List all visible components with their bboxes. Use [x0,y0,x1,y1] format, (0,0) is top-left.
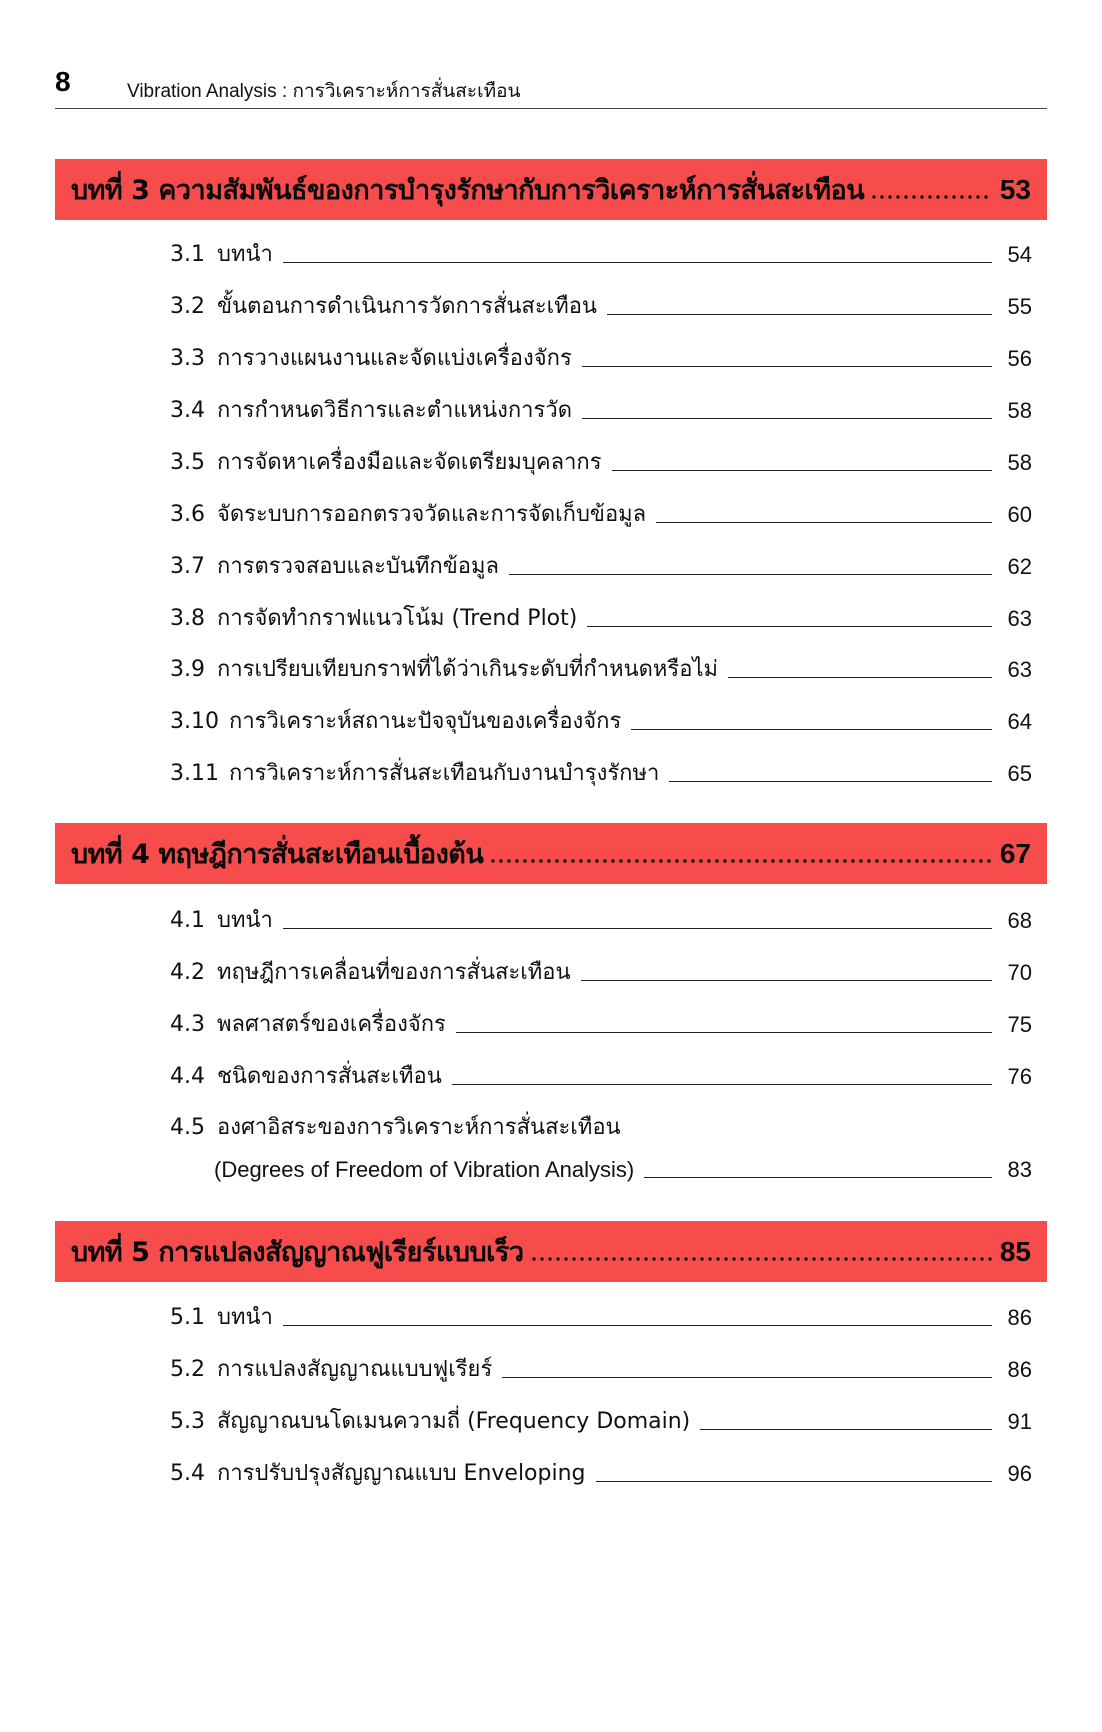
toc-entry[interactable] [170,594,1032,634]
entry-page: 83 [1007,1157,1032,1182]
toc-entry[interactable] [170,749,1032,789]
entry-number: 3.5 [170,450,205,475]
entry-number: 3.11 [170,761,219,786]
entry-page: 54 [1007,242,1032,267]
leader-line [656,521,992,523]
entry-number: 5.1 [170,1305,205,1330]
entry-page: 65 [1007,761,1032,786]
page-header [55,62,1047,109]
entry-number: 3.9 [170,657,205,682]
entry-number: 3.6 [170,502,205,527]
chapter-page: 67 [999,837,1031,869]
chapter-page: 85 [999,1235,1031,1267]
entry-title: บทนำ [217,242,273,267]
dot-leader [870,194,992,200]
page-number: 8 [55,66,71,97]
entry-number: 3.10 [170,709,219,734]
leader-line [631,728,992,730]
chapter-3-heading[interactable] [55,159,1047,220]
entry-continuation: (Degrees of Freedom of Vibration Analysis) [214,1157,635,1182]
entry-title: การวิเคราะห์สถานะปัจจุบันของเครื่องจักร [229,709,622,734]
entry-number: 3.3 [170,346,205,371]
entry-page: 62 [1007,554,1032,579]
toc-entry[interactable] [170,542,1032,582]
entry-number: 3.4 [170,398,205,423]
entry-title: พลศาสตร์ของเครื่องจักร [217,1012,446,1037]
entry-title: สัญญาณบนโดเมนความถี่ (Frequency Domain) [217,1409,691,1434]
toc-entry[interactable] [170,230,1032,270]
entry-page: 58 [1007,450,1032,475]
toc-entry[interactable] [170,948,1032,988]
entry-page: 86 [1007,1357,1032,1382]
chapter-title: บทที่ 5 การแปลงสัญญาณฟูเรียร์แบบเร็ว [71,1237,524,1268]
leader-line [700,1428,992,1430]
toc-entry[interactable] [170,386,1032,426]
entry-page: 60 [1007,502,1032,527]
chapter-title: บทที่ 4 ทฤษฎีการสั่นสะเทือนเบื้องต้น [71,839,484,870]
entry-page: 68 [1007,908,1032,933]
running-title: Vibration Analysis : การวิเคราะห์การสั่นสะเทือน [127,81,521,102]
toc-entry[interactable] [170,282,1032,322]
toc-entry[interactable] [170,1103,621,1143]
entry-page: 96 [1007,1461,1032,1486]
entry-page: 70 [1007,960,1032,985]
toc-entry[interactable] [170,438,1032,478]
entry-page: 58 [1007,398,1032,423]
entry-title: การเปรียบเทียบกราฟที่ได้ว่าเกินระดับที่กำหนดหรือไม่ [217,657,719,682]
toc-entry[interactable] [170,1449,1032,1489]
entry-number: 5.4 [170,1461,205,1486]
leader-line [509,573,992,575]
leader-line [728,676,992,678]
leader-line [596,1480,993,1482]
toc-entry[interactable] [170,1345,1032,1385]
toc-entry[interactable] [170,1052,1032,1092]
leader-line [581,979,992,981]
toc-entry-continuation[interactable] [214,1145,1032,1185]
toc-entry[interactable] [170,1397,1032,1437]
entry-number: 5.2 [170,1357,205,1382]
leader-line [582,365,992,367]
entry-title: การจัดหาเครื่องมือและจัดเตรียมบุคลากร [217,450,602,475]
entry-page: 56 [1007,346,1032,371]
entry-number: 4.3 [170,1012,205,1037]
entry-title: จัดระบบการออกตรวจวัดและการจัดเก็บข้อมูล [217,502,647,527]
entry-title: บทนำ [217,1305,273,1330]
entry-title: การจัดทำกราฟแนวโน้ม (Trend Plot) [217,606,578,631]
leader-line [607,313,992,315]
entry-number: 4.5 [170,1115,205,1140]
entry-number: 3.2 [170,294,205,319]
entry-number: 4.1 [170,908,205,933]
entry-title: ขั้นตอนการดำเนินการวัดการสั่นสะเทือน [217,294,597,319]
toc-entry[interactable] [170,1000,1032,1040]
chapter-title: บทที่ 3 ความสัมพันธ์ของการบำรุงรักษากับการวิเคราะห์การสั่นสะเทือน [71,175,865,206]
leader-line [283,1324,992,1326]
leader-line [669,780,992,782]
leader-line [612,469,992,471]
toc-entry[interactable] [170,334,1032,374]
entry-page: 76 [1007,1064,1032,1089]
entry-number: 4.2 [170,960,205,985]
leader-line [283,927,992,929]
entry-title: การปรับปรุงสัญญาณแบบ Enveloping [217,1461,586,1486]
toc-entry[interactable] [170,1293,1032,1333]
entry-number: 3.8 [170,606,205,631]
entry-number: 5.3 [170,1409,205,1434]
leader-line [644,1176,992,1178]
entry-title: การกำหนดวิธีการและตำแหน่งการวัด [217,398,572,423]
entry-title: บทนำ [217,908,273,933]
leader-line [502,1376,992,1378]
toc-entry[interactable] [170,697,1032,737]
leader-line [283,261,992,263]
entry-title: การตรวจสอบและบันทึกข้อมูล [217,554,499,579]
entry-title: องศาอิสระของการวิเคราะห์การสั่นสะเทือน [217,1115,621,1140]
entry-title: การแปลงสัญญาณแบบฟูเรียร์ [217,1357,493,1382]
entry-page: 86 [1007,1305,1032,1330]
chapter-5-heading[interactable] [55,1221,1047,1282]
leader-line [587,625,992,627]
entry-page: 75 [1007,1012,1032,1037]
entry-page: 91 [1007,1409,1032,1434]
entry-page: 63 [1007,606,1032,631]
entry-number: 4.4 [170,1064,205,1089]
leader-line [582,417,992,419]
toc-entry[interactable] [170,490,1032,530]
leader-line [452,1083,992,1085]
chapter-page: 53 [999,173,1031,205]
entry-number: 3.7 [170,554,205,579]
entry-page: 64 [1007,709,1032,734]
chapter-4-heading[interactable] [55,823,1047,884]
entry-title: การวางแผนงานและจัดแบ่งเครื่องจักร [217,346,572,371]
toc-entry[interactable] [170,645,1032,685]
entry-page: 55 [1007,294,1032,319]
entry-title: การวิเคราะห์การสั่นสะเทือนกับงานบำรุงรักษา [229,761,660,786]
entry-page: 63 [1007,657,1032,682]
entry-number: 3.1 [170,242,205,267]
leader-line [456,1031,992,1033]
entry-title: ทฤษฎีการเคลื่อนที่ของการสั่นสะเทือน [217,960,571,985]
dot-leader [489,858,992,864]
entry-title: ชนิดของการสั่นสะเทือน [217,1064,442,1089]
toc-entry[interactable] [170,896,1032,936]
dot-leader [530,1256,992,1262]
